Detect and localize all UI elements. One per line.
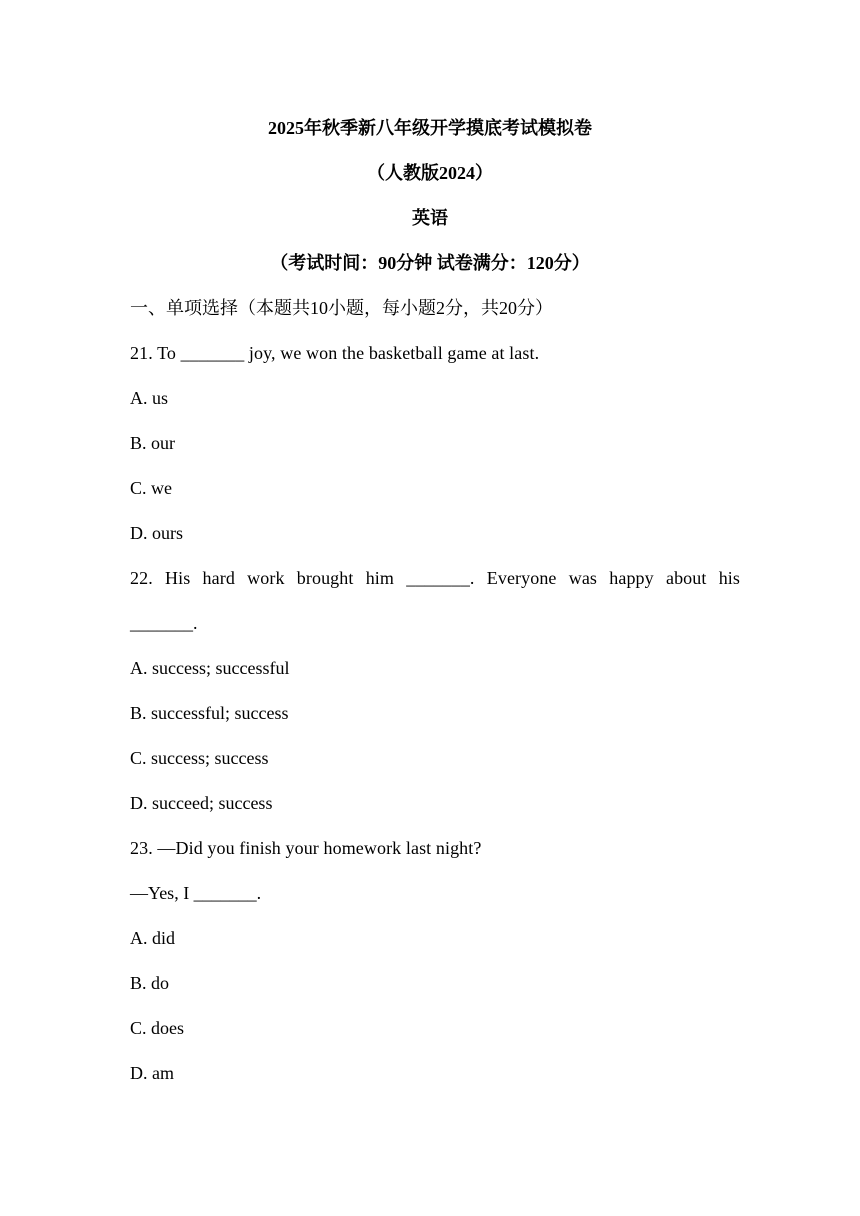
question-23-stem-line1: 23. —Did you finish your homework last night?: [130, 838, 482, 858]
question-22-stem-line2: _______.: [130, 613, 198, 633]
question-22-option-b: B. successful; success: [130, 703, 289, 723]
question-23-option-d: D. am: [130, 1063, 174, 1083]
question-22-option-c: C. success; success: [130, 748, 269, 768]
question-21-option-c: C. we: [130, 478, 172, 498]
exam-subject: 英语: [412, 208, 448, 228]
exam-edition: （人教版2024）: [367, 163, 493, 183]
question-23-option-c: C. does: [130, 1018, 184, 1038]
exam-info: （考试时间：90分钟 试卷满分：120分）: [270, 253, 590, 273]
question-22-option-d: D. succeed; success: [130, 793, 273, 813]
question-23-stem-line2: —Yes, I _______.: [130, 883, 262, 903]
question-22-option-a: A. success; successful: [130, 658, 290, 678]
question-21-option-a: A. us: [130, 388, 169, 408]
question-23-option-a: A. did: [130, 928, 175, 948]
question-22-stem-line1: 22. His hard work brought him _______. Everyone was happy about his: [130, 568, 740, 588]
question-21-option-b: B. our: [130, 433, 175, 453]
question-23-option-b: B. do: [130, 973, 170, 993]
question-21-option-d: D. ours: [130, 523, 183, 543]
exam-title: 2025年秋季新八年级开学摸底考试模拟卷: [268, 118, 592, 138]
section-heading: 一、单项选择（本题共10小题，每小题2分，共20分）: [130, 298, 553, 318]
question-21-stem: 21. To _______ joy, we won the basketball game at last.: [130, 343, 540, 363]
